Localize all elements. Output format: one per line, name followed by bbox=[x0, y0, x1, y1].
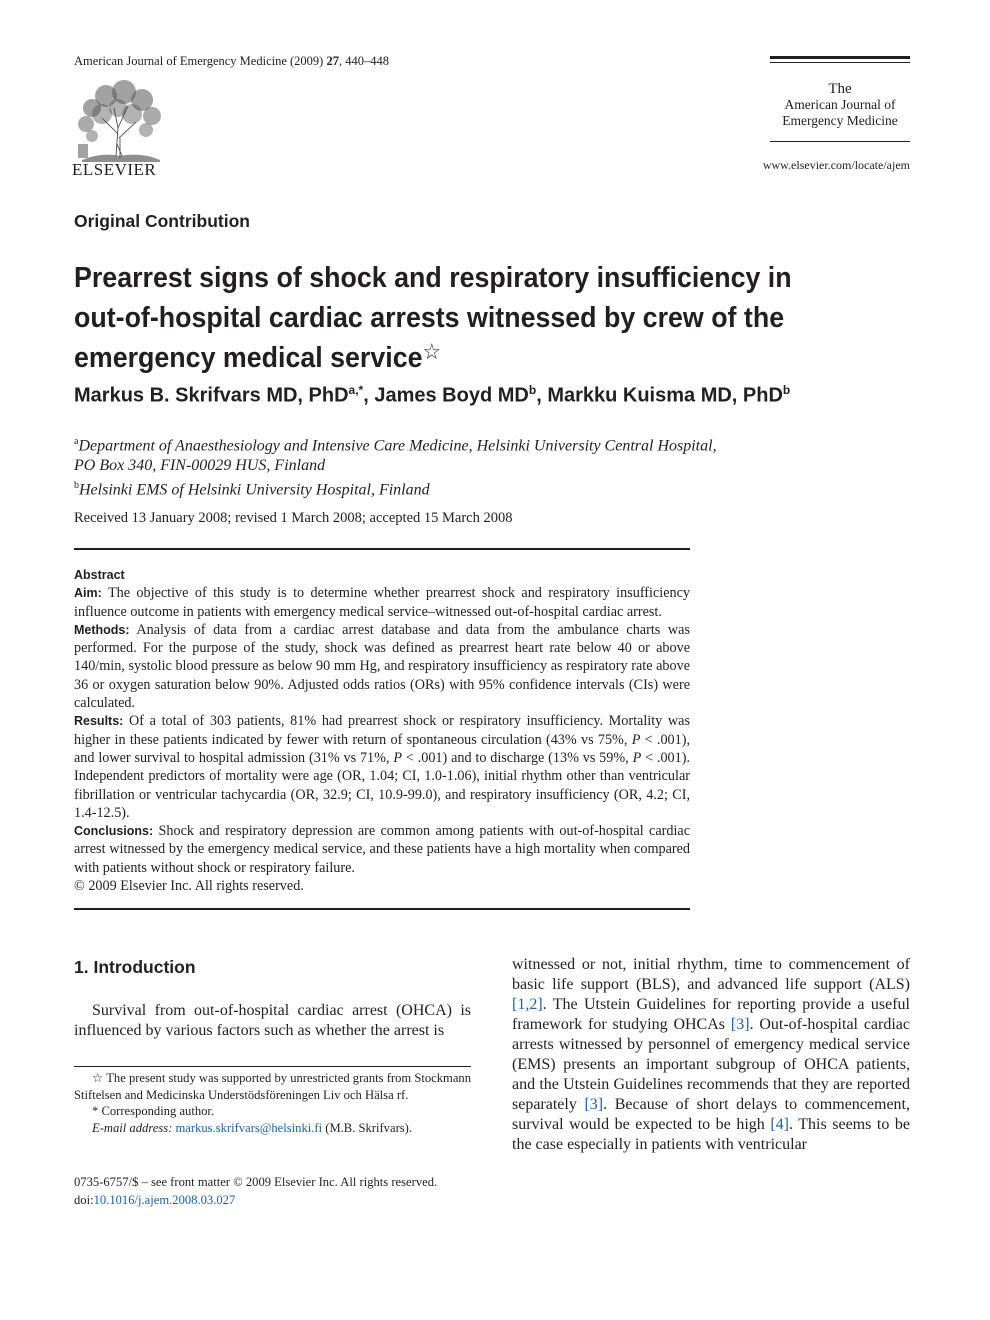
abstract-results bbox=[74, 712, 690, 822]
brand-the: The bbox=[828, 81, 852, 97]
aim-text: The objective of this study is to determine whether prearrest shock and respiratory insufficiency influence outcome in patients with emergency medical service–witnessed out-of-hospital cardiac arrest. bbox=[74, 585, 690, 620]
footnotes bbox=[74, 1070, 471, 1136]
journal-pages: , 440–448 bbox=[338, 54, 389, 68]
journal-volume: 27 bbox=[326, 54, 339, 68]
author-name: Markus B. Skrifvars MD, PhD bbox=[74, 384, 349, 407]
author-name: James Boyd MD bbox=[374, 384, 529, 407]
body-text: . Out-of-hospital cardiac arrests witnessed by personnel of emergency medical service (EMS) presents an important subgroup of OHCA patients, and the Utstein Guidelines recommends that they are reported separately bbox=[512, 1016, 911, 1113]
conclusions-label: Conclusions: bbox=[74, 824, 154, 839]
title-footnote-star-link[interactable]: ☆ bbox=[422, 339, 442, 364]
corresponding-footnote: * Corresponding author. bbox=[92, 1104, 215, 1118]
abstract-heading: Abstract bbox=[74, 568, 125, 582]
abstract-copyright: © 2009 Elsevier Inc. All rights reserved. bbox=[74, 878, 304, 895]
affiliation-a bbox=[74, 432, 774, 456]
author-affiliation-mark[interactable]: b bbox=[528, 383, 537, 397]
abstract-rule-bottom bbox=[74, 908, 690, 910]
issn-doi-block bbox=[74, 1173, 474, 1209]
footnote-rule bbox=[74, 1066, 471, 1067]
citation-link-3[interactable]: [3] bbox=[584, 1096, 604, 1113]
brand-rule-thin bbox=[770, 62, 910, 63]
doi-line bbox=[74, 1191, 474, 1209]
citation-link-4[interactable]: [4] bbox=[770, 1116, 789, 1133]
body-text: witnessed or not, initial rhythm, time to commencement of basic life support (BLS), and advanced life support (ALS) bbox=[512, 956, 910, 993]
methods-text: Analysis of data from a cardiac arrest database and data from the ambulance charts was performed. For the purpose of the study, shock was defined as prearrest heart rate below 40 or above 140/min, systolic blood pressure as below 90 mm Hg, and respiratory insufficiency as respiratory rate above 36 or oxygen saturation below 90%. Adjusted odds ratios (ORs) with 95% confidence intervals (CIs) were calculated. bbox=[74, 621, 690, 712]
p-value-symbol: P bbox=[393, 749, 403, 766]
affiliation-mark: a bbox=[74, 436, 79, 447]
section-type: Original Contribution bbox=[74, 211, 250, 231]
title-text: Prearrest signs of shock and respiratory insufficiency in out-of-hospital cardiac arrests witnessed by crew of the emergency medical service bbox=[74, 262, 792, 374]
affiliation-text: Helsinki EMS of Helsinki University Hospital, Finland bbox=[79, 481, 430, 499]
brand-rule-bottom bbox=[770, 141, 910, 142]
abstract-rule-top bbox=[74, 548, 690, 550]
citation-link-3[interactable]: [3] bbox=[730, 1016, 750, 1033]
results-text: < .001). Independent predictors of mortality were age (OR, 1.04; CI, 1.0-1.06), initial rhythm other than ventricular fibrillation or ventricular tachycardia (OR, 32.9; CI, 10.9-99.0), and respiratory insufficiency (OR, 4.2; CI, 1.4-12.5). bbox=[74, 749, 690, 821]
author-list: Markus B. Skrifvars MD, PhD$^{a,*}$, James Boyd $MD^b$, Markku Kuisma MD, PhD$^b$ bbox=[74, 383, 791, 407]
affiliation-text: Department of Anaesthesiology and Intensive Care Medicine, Helsinki University Central Hospital, bbox=[78, 437, 717, 455]
footnote-star: ☆ bbox=[92, 1071, 104, 1085]
issn-line: 0735-6757/$ – see front matter © 2009 Elsevier Inc. All rights reserved. bbox=[74, 1175, 438, 1189]
results-text: < .001) and to discharge (13% vs 59%, bbox=[402, 749, 633, 766]
doi-label: doi: bbox=[74, 1193, 94, 1207]
body-text: . The Utstein Guidelines for reporting provide a useful framework for studying OHCAs bbox=[512, 996, 910, 1033]
journal-url-link[interactable]: www.elsevier.com/locate/ajem bbox=[762, 158, 910, 172]
article-title bbox=[74, 258, 845, 378]
brand-line-2: Emergency Medicine bbox=[782, 113, 898, 128]
journal-ref-prefix: American Journal of Emergency Medicine (2009) bbox=[74, 54, 324, 68]
journal-reference bbox=[74, 54, 389, 69]
funding-footnote bbox=[74, 1070, 471, 1103]
funding-text: The present study was supported by unrestricted grants from Stockmann Stiftelsen and Medicinska Understödsföreningen Liv och Hälsa rf. bbox=[74, 1071, 472, 1102]
section-heading-introduction: 1. Introduction bbox=[74, 957, 196, 977]
doi-link[interactable]: 10.1016/j.ajem.2008.03.027 bbox=[93, 1193, 236, 1207]
affiliations bbox=[74, 432, 774, 501]
received-dates: Received 13 January 2008; revised 1 March 2008; accepted 15 March 2008 bbox=[74, 510, 513, 526]
introduction-paragraph-left: Survival from out-of-hospital cardiac arrest (OHCA) is influenced by various factors such as whether the arrest is bbox=[74, 1002, 471, 1039]
body-text: . Because of short delays to commencement, survival would be expected to be high bbox=[512, 1096, 910, 1133]
results-text: < .001), and lower survival to hospital admission (31% vs 71%, bbox=[74, 731, 690, 766]
results-label: Results: bbox=[74, 714, 124, 729]
author-affiliation-mark[interactable]: a,* bbox=[348, 383, 364, 397]
affiliation-mark: b bbox=[74, 480, 79, 492]
methods-label: Methods: bbox=[74, 622, 130, 637]
abstract-block bbox=[74, 566, 690, 895]
email-footnote bbox=[74, 1120, 471, 1137]
author-email-link[interactable]: markus.skrifvars@helsinki.fi bbox=[175, 1120, 323, 1135]
aim-label: Aim: bbox=[74, 586, 102, 601]
abstract-methods bbox=[74, 621, 690, 712]
abstract-conclusions bbox=[74, 822, 690, 877]
p-value-symbol: P bbox=[631, 731, 641, 748]
conclusions-text: Shock and respiratory depression are common among patients with out-of-hospital cardiac arrest witnessed by the emergency medical service, and these patients have a high mortality when compared with patients without shock or respiratory failure. bbox=[74, 823, 690, 876]
journal-brand-box bbox=[770, 56, 910, 142]
body-text: . This seems to be the case especially in patients with ventricular bbox=[512, 1116, 910, 1153]
author-affiliation-mark[interactable]: b bbox=[782, 383, 791, 397]
p-value-symbol: P bbox=[632, 749, 642, 766]
introduction-paragraph-right bbox=[512, 955, 910, 1155]
brand-line-1: American Journal of bbox=[784, 97, 896, 112]
author-name: Markku Kuisma MD, PhD bbox=[547, 384, 783, 407]
email-label: E-mail address: bbox=[92, 1120, 173, 1135]
abstract-aim bbox=[74, 584, 690, 621]
affiliation-b bbox=[74, 476, 774, 500]
affiliation-a-line2: PO Box 340, FIN-00029 HUS, Finland bbox=[74, 457, 326, 475]
results-text: Of a total of 303 patients, 81% had prearrest shock or respiratory insufficiency. Mortality was higher in these patients indicated by fewer with return of spontaneous circulation (43% vs 75%, bbox=[74, 713, 690, 748]
publisher-logo-text: ELSEVIER bbox=[72, 160, 157, 179]
citation-link-1-2[interactable]: [1,2] bbox=[512, 996, 543, 1013]
email-suffix: (M.B. Skrifvars). bbox=[322, 1120, 413, 1135]
